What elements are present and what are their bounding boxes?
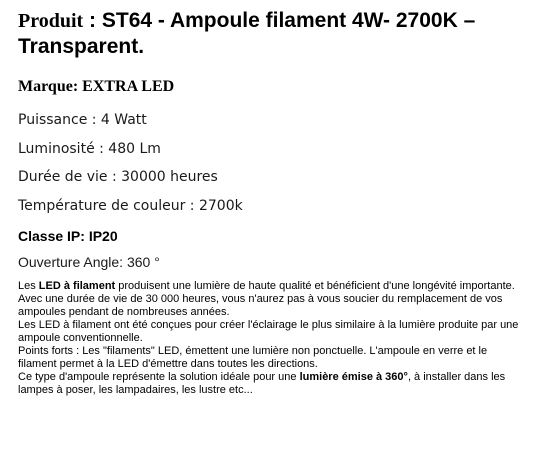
spec-lifetime: Durée de vie : 30000 heures [18,169,218,185]
description-paragraph-1 [18,280,523,293]
description-p1-post: produisent une lumière de haute qualité et bénéficient d'une longévité importante. [115,280,515,292]
spec-color-temperature: Température de couleur : 2700k [18,198,243,214]
spec-beam-angle: Ouverture Angle: 360 ° [18,254,160,270]
brand-line: Marque: EXTRA LED [18,78,175,95]
description-paragraph-5 [18,371,523,397]
description-p1-pre: Les [18,280,39,292]
product-title-label: Produit [18,10,84,32]
product-title [18,8,533,60]
product-title-value: ST64 - Ampoule filament 4W- 2700K – Transparent. [18,9,476,58]
description-paragraph-3: Les LED à filament ont été conçues pour créer l'éclairage le plus similaire à la lumière produite par une ampoule conventionnelle. [18,319,519,344]
description-paragraph-4: Points forts : Les "filaments" LED, émettent une lumière non ponctuelle. L'ampoule en verre et le filament permet à la LED d'émettre dans toutes les directions. [18,345,488,370]
spec-luminosity: Luminosité : 480 Lm [18,141,161,157]
description-p5-post: , à installer dans les lampes à poser, les lampadaires, les lustre etc... [18,371,506,396]
description-p5-pre: Ce type d'ampoule représente la solution idéale pour une [18,371,300,383]
product-title-separator: : [83,9,102,32]
product-description [18,280,523,397]
description-p1-bold: LED à filament [38,280,116,292]
spec-power: Puissance : 4 Watt [18,112,147,128]
spec-ip-class: Classe IP: IP20 [18,228,118,244]
description-paragraph-2: Avec une durée de vie de 30 000 heures, vous n'aurez pas à vous soucier du remplacement de vos ampoules pendant de nombreuses années. [18,293,503,318]
description-p5-bold: lumière émise à 360° [299,371,408,383]
product-sheet [18,8,533,397]
